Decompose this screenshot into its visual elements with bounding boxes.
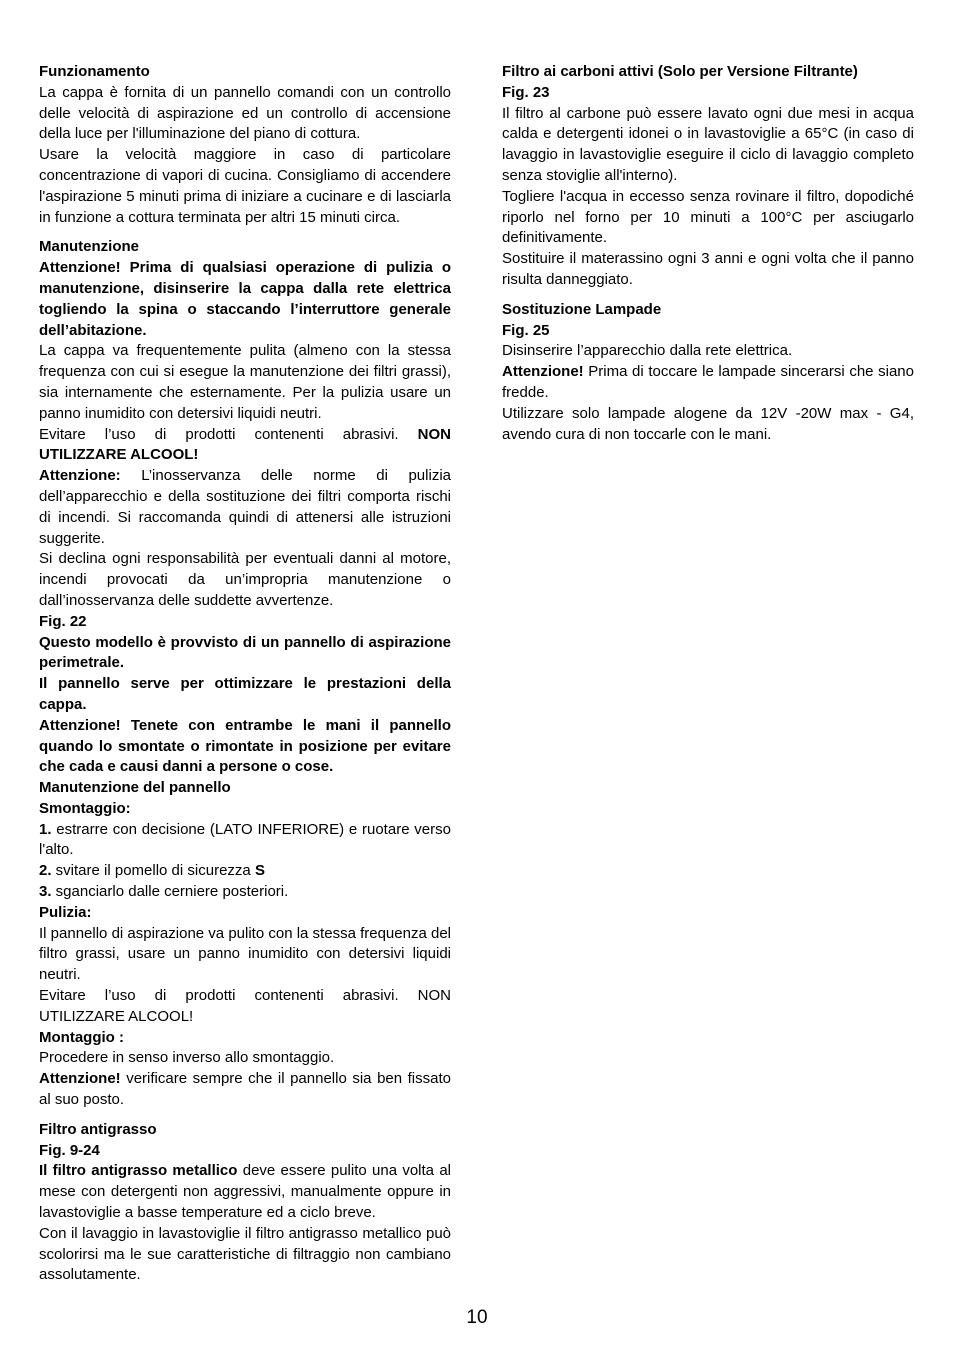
subheading: Manutenzione del pannello [39, 779, 231, 797]
warning-paragraph: Attenzione! Prima di qualsiasi operazione di pulizia o manutenzione, disinserire la cappa dalla rete elettrica togliendo la spina o staccando l’interruttore generale dell’abitazione. [39, 259, 451, 339]
heading-manutenzione: Manutenzione [39, 238, 139, 256]
heading-filtro-carboni: Filtro ai carboni attivi (Solo per Versione Filtrante) [502, 63, 858, 80]
paragraph: Sostituire il materassino ogni 3 anni e ogni volta che il panno risulta danneggiato. [502, 250, 914, 288]
list-item: 1. estrarre con decisione (LATO INFERIORE) e ruotare verso l'alto. [39, 820, 451, 859]
paragraph: Con il lavaggio in lavastoviglie il filtro antigrasso metallico può scolorirsi ma le sue caratteristiche di filtraggio non cambiano assolutamente. [39, 1224, 451, 1284]
subheading: Smontaggio: [39, 799, 131, 817]
subheading: Pulizia: [39, 903, 92, 921]
paragraph: Togliere l'acqua in eccesso senza rovinare il filtro, dopodiché riporlo nel forno per 10 minuti a 100°C per asciugarlo definitivamente. [502, 187, 914, 247]
paragraph: Il pannello di aspirazione va pulito con la stessa frequenza del filtro grassi, usare un panno inumidito con detersivi liquidi neutri. [39, 924, 451, 984]
paragraph: Attenzione! verificare sempre che il pannello sia ben fissato al suo posto. [39, 1070, 451, 1109]
list-item: 3. sganciarlo dalle cerniere posteriori. [39, 883, 289, 901]
bold-paragraph: Il pannello serve per ottimizzare le prestazioni della cappa. [39, 675, 451, 713]
paragraph: Procedere in senso inverso allo smontaggio. [39, 1049, 335, 1067]
paragraph: Il filtro al carbone può essere lavato ogni due mesi in acqua calda e detergenti idonei o in lavastoviglie a 65°C (in caso di lavaggio in lavastoviglie eseguire il ciclo di lavaggio completo senza stoviglie all'interno). [502, 104, 914, 184]
heading-filtro-antigrasso: Filtro antigrasso [39, 1120, 157, 1138]
list-item: 2. svitare il pomello di sicurezza S [39, 862, 265, 880]
paragraph: Si declina ogni responsabilità per eventuali danni al motore, incendi provocati da un’impropria manutenzione o dall’inosservanza delle suddette avvertenze. [39, 550, 451, 609]
paragraph: Disinserire l’apparecchio dalla rete elettrica. [502, 342, 793, 360]
heading-sostituzione-lampade: Sostituzione Lampade [502, 300, 662, 318]
paragraph: Usare la velocità maggiore in caso di particolare concentrazione di vapori di cucina. Consigliamo di accendere l'aspirazione 5 minuti prima di iniziare a cucinare e di lasciarla in funzione a cottura terminata per altri 15 minuti circa. [39, 146, 451, 226]
paragraph: Utilizzare solo lampade alogene da 12V -20W max - G4, avendo cura di non toccarle con le mani. [502, 404, 914, 443]
heading-funzionamento: Funzionamento [39, 63, 150, 80]
paragraph: La cappa va frequentemente pulita (almeno con la stessa frequenza con cui si esegue la manutenzione dei filtri grassi), sia internamente che esternamente. Per la pulizia usare un panno inumidito con detersivi liquidi neutri. [39, 342, 451, 422]
paragraph: Il filtro antigrasso metallico deve essere pulito una volta al mese con detergenti non aggressivi, manualmente oppure in lavastoviglie a basse temperature ed a ciclo breve. [39, 1162, 451, 1222]
paragraph: Attenzione! Prima di toccare le lampade sincerarsi che siano fredde. [502, 363, 914, 401]
paragraph: Evitare l’uso di prodotti contenenti abrasivi. NON UTILIZZARE ALCOOL! [39, 425, 451, 464]
page-number: 10 [466, 1307, 488, 1328]
bold-paragraph: Questo modello è provvisto di un pannello di aspirazione perimetrale. [39, 633, 451, 672]
figure-reference: Fig. 23 [502, 83, 550, 101]
subheading: Montaggio : [39, 1028, 124, 1046]
right-column [502, 62, 914, 445]
bold-paragraph: Attenzione! Tenete con entrambe le mani il pannello quando lo smontate o rimontate in posizione per evitare che cada e causi danni a persone o cose. [39, 716, 451, 776]
figure-reference: Fig. 25 [502, 321, 550, 339]
left-column [39, 62, 451, 1286]
figure-reference: Fig. 22 [39, 612, 87, 630]
paragraph: Evitare l’uso di prodotti contenenti abrasivi. NON UTILIZZARE ALCOOL! [39, 987, 451, 1025]
paragraph: Attenzione: L’inosservanza delle norme di pulizia dell’apparecchio e della sostituzione dei filtri comporta rischi di incendi. Si raccomanda quindi di attenersi alle istruzioni suggerite. [39, 467, 451, 547]
paragraph: La cappa è fornita di un pannello comandi con un controllo delle velocità di aspirazione ed un controllo di accensione della luce per l'illuminazione del piano di cottura. [39, 83, 451, 143]
figure-reference: Fig. 9-24 [39, 1141, 100, 1159]
